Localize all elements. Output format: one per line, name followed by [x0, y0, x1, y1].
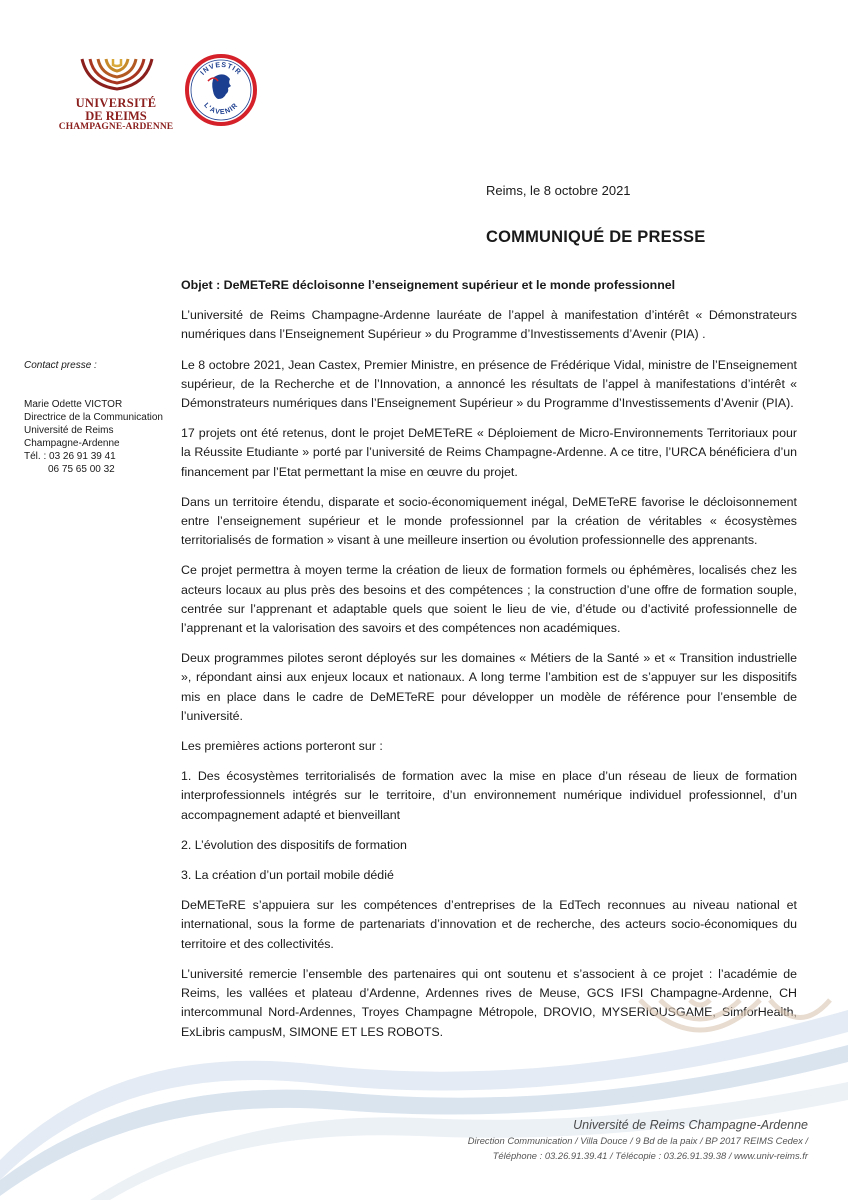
paragraph-territory: Dans un territoire étendu, disparate et socio-économiquement inégal, DeMETeRE favorise le décloisonnement entre l’enseignement supérieur et le monde professionnel par la création de véritables « écosystèmes territorialisés de formation » visant à une meilleure insertion ou évolution professionnelle des apprenants.	[181, 494, 797, 548]
paragraph-actions-intro: Les premières actions porteront sur :	[181, 739, 383, 754]
contact-label: Contact presse :	[24, 360, 97, 371]
university-logo-line3: CHAMPAGNE-ARDENNE	[58, 122, 174, 132]
press-contact-sidebar	[24, 359, 174, 476]
footer-address: Direction Communication / Villa Douce / 9 Bd de la paix / BP 2017 REIMS Cedex /	[467, 1135, 808, 1146]
page-title: COMMUNIQUÉ DE PRESSE	[486, 228, 706, 246]
contact-role: Directrice de la Communication	[24, 412, 163, 423]
paragraph-edtech: DeMETeRE s’appuiera sur les compétences d’entreprises de la EdTech reconnues au niveau national et international, sous la forme de partenariats d’innovation et de recherche, des acteurs socio-économiques du territoire et des collectivités.	[181, 898, 797, 951]
paragraph-announcement: Le 8 octobre 2021, Jean Castex, Premier Ministre, en présence de Frédérique Vidal, ministre de l’Enseignement supérieur, de la Recherche et de l’Innovation, a annoncé les résultats de l’appel à manifestations d’intérêt « Démonstrateurs numériques dans l’Enseignement Supérieur » du Programme d’Investissements d’Avenir (PIA).	[181, 357, 797, 411]
action-item-3: 3. La création d’un portail mobile dédié	[181, 868, 394, 883]
contact-phone: Tél. : 03 26 91 39 41	[24, 451, 116, 462]
paragraph-pilots: Deux programmes pilotes seront déployés sur les domaines « Métiers de la Santé » et « Transition industrielle », répondant ainsi aux enjeux locaux et nationaux. A long terme l’ambition est de s’appuyer sur les dispositifs mis en place dans le cadre de DeMETeRE pour développer un modèle de référence pour l’ensemble de l’université.	[181, 651, 797, 723]
university-emblem-icon	[78, 55, 156, 93]
press-release-date: Reims, le 8 octobre 2021	[486, 183, 631, 198]
action-item-2: 2. L’évolution des dispositifs de formation	[181, 837, 407, 852]
university-logo	[50, 55, 182, 133]
pia-logo-bottom-text: L'AVENIR	[202, 101, 240, 117]
contact-org-line2: Champagne-Ardenne	[24, 438, 120, 449]
intro-paragraph: L’université de Reims Champagne-Ardenne lauréate de l’appel à manifestation d’intérêt « Démonstrateurs numériques dans l’Enseignement Supérieur » du Programme d’Investissements d’Avenir (PIA) .	[181, 308, 797, 342]
paragraph-partners: L’université remercie l’ensemble des partenaires qui ont soutenu et s’associent à ce projet : l’académie de Reims, les vallées et plateau d’Ardenne, Ardennes rives de Meuse, GCS IFSI Champagne-Ardenne, CH intercommunal Nord-Ardennes, Troyes Champagne Métropole, DROVIO, MYSERIOUSGAME, SimforHealth, ExLibris campusM, SIMONE ET LES ROBOTS.	[181, 966, 797, 1039]
contact-name: Marie Odette VICTOR	[24, 399, 123, 410]
investir-avenir-logo	[184, 53, 258, 127]
university-logo-line2: DE REIMS	[85, 109, 147, 123]
footer-contact: Téléphone : 03.26.91.39.41 / Télécopie : 03.26.91.39.38 / www.univ-reims.fr	[492, 1150, 808, 1161]
footer-university-name: Université de Reims Champagne-Ardenne	[573, 1118, 808, 1132]
page-footer	[468, 1118, 808, 1163]
contact-org-line1: Université de Reims	[24, 425, 114, 436]
contact-mobile: 06 75 65 00 32	[48, 464, 115, 475]
paragraph-projects: 17 projets ont été retenus, dont le projet DeMETeRE « Déploiement de Micro-Environnements Territoriaux pour la Réussite Etudiante » porté par l’université de Reims Champagne-Ardenne. A ce titre, l’URCA bénéficiera d’un financement par l’Etat permettant la mise en œuvre du projet.	[181, 426, 797, 479]
paragraph-training: Ce projet permettra à moyen terme la création de lieux de formation formels ou éphémères, localisés chez les acteurs locaux au plus près des besoins et des compétences ; la construction d’une offre de formation souple, centrée sur l’apprenant et adaptable quels que soient le lieu de vie, d’étude ou d’activité professionnelle de l’apprenant et la valorisation des savoirs et des compétences non académiques.	[181, 563, 797, 636]
university-logo-line1: UNIVERSITÉ	[75, 96, 157, 110]
pia-logo-top-text: INVESTIR	[199, 61, 243, 77]
subject-line: Objet : DeMETeRE décloisonne l’enseignement supérieur et le monde professionnel	[181, 278, 676, 292]
action-item-1: 1. Des écosystèmes territorialisés de formation avec la mise en place d’un réseau de lieux de formation interprofessionnels intégrés sur le territoire, d’un environnement numérique individuel professionnel, d’un accompagnement adapté et bienveillant	[181, 769, 797, 822]
